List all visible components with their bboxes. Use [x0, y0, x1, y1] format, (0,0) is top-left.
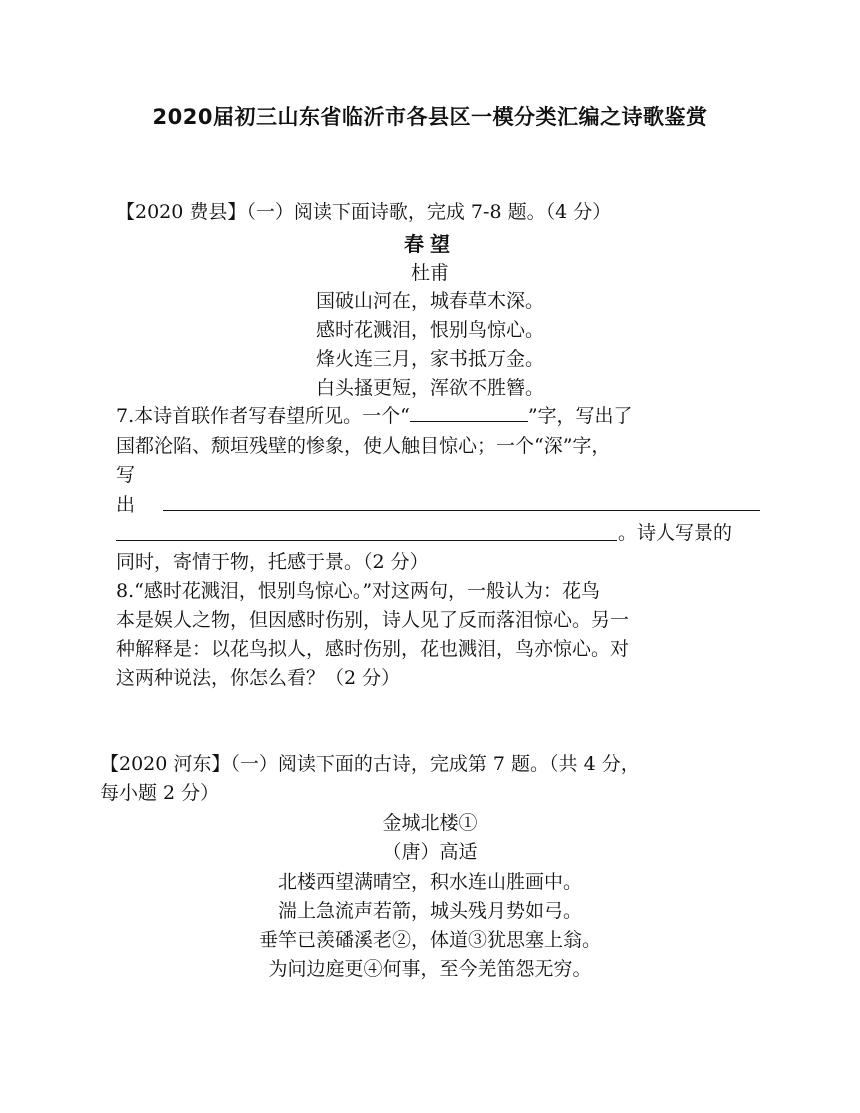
question-7-line3: 写 — [116, 464, 136, 486]
section1-header: 【2020 费县】（一）阅读下面诗歌，完成 7-8 题。（4 分） — [116, 201, 612, 223]
section1-poem-line: 白头搔更短，浑欲不胜簪。 — [315, 377, 544, 399]
section2-poem-line: 垂竿已羡磻溪老②，体道③犹思塞上翁。 — [258, 929, 601, 951]
question-7-text-a: 7.本诗首联作者写春望所见。一个“ — [116, 405, 410, 427]
section2-poem-line: 北楼西望满晴空，积水连山胜画中。 — [277, 871, 582, 893]
section2-poem-line: 为问边庭更④何事，至今羌笛怨无穷。 — [268, 958, 592, 980]
question-7-line4: 出 — [116, 494, 136, 516]
question-8-line: 本是娱人之物，但因感时伤别，诗人见了反而落泪惊心。另一 — [116, 609, 630, 631]
section1-poem-line: 国破山河在，城春草木深。 — [315, 290, 544, 312]
section2-poem-line: 湍上急流声若箭，城头残月势如弓。 — [277, 900, 582, 922]
question-7-line2: 国都沦陷、颓垣残壁的惨象，使人触目惊心；一个“深”字， — [116, 435, 611, 457]
question-7-text-b: ”字，写出了 — [527, 405, 633, 427]
question-8-line: 8.“感时花溅泪，恨别鸟惊心。”对这两句，一般认为：花鸟 — [116, 580, 601, 602]
section1-poem-line: 感时花溅泪，恨别鸟惊心。 — [315, 319, 544, 341]
section1-poem-line: 烽火连三月，家书抵万金。 — [315, 348, 544, 370]
section2-poem-author: （唐）高适 — [382, 841, 478, 863]
section2-poem-title: 金城北楼① — [382, 812, 478, 834]
question-7-line1 — [116, 401, 760, 428]
question-7-line5-tail: 。诗人写景的 — [618, 522, 733, 544]
section1-poem-author: 杜甫 — [410, 262, 449, 284]
section2-header-line2: 每小题 2 分） — [100, 782, 220, 804]
document-title: 2020届初三山东省临沂市各县区一模分类汇编之诗歌鉴赏 — [152, 105, 708, 129]
section2-header-line1: 【2020 河东】（一）阅读下面的古诗，完成第 7 题。（共 4 分， — [100, 753, 640, 775]
answer-blank-7b-line1[interactable] — [163, 510, 760, 511]
section1-poem-title: 春望 — [404, 232, 456, 256]
question-8-line: 种解释是：以花鸟拟人，感时伤别，花也溅泪，鸟亦惊心。对 — [116, 638, 630, 660]
question-8-line: 这两种说法，你怎么看？（2 分） — [116, 667, 401, 689]
answer-blank-7a[interactable] — [410, 403, 528, 422]
answer-blank-7b-line2[interactable] — [116, 540, 617, 541]
question-7-line6: 同时，寄情于物，托感于景。（2 分） — [116, 551, 429, 573]
